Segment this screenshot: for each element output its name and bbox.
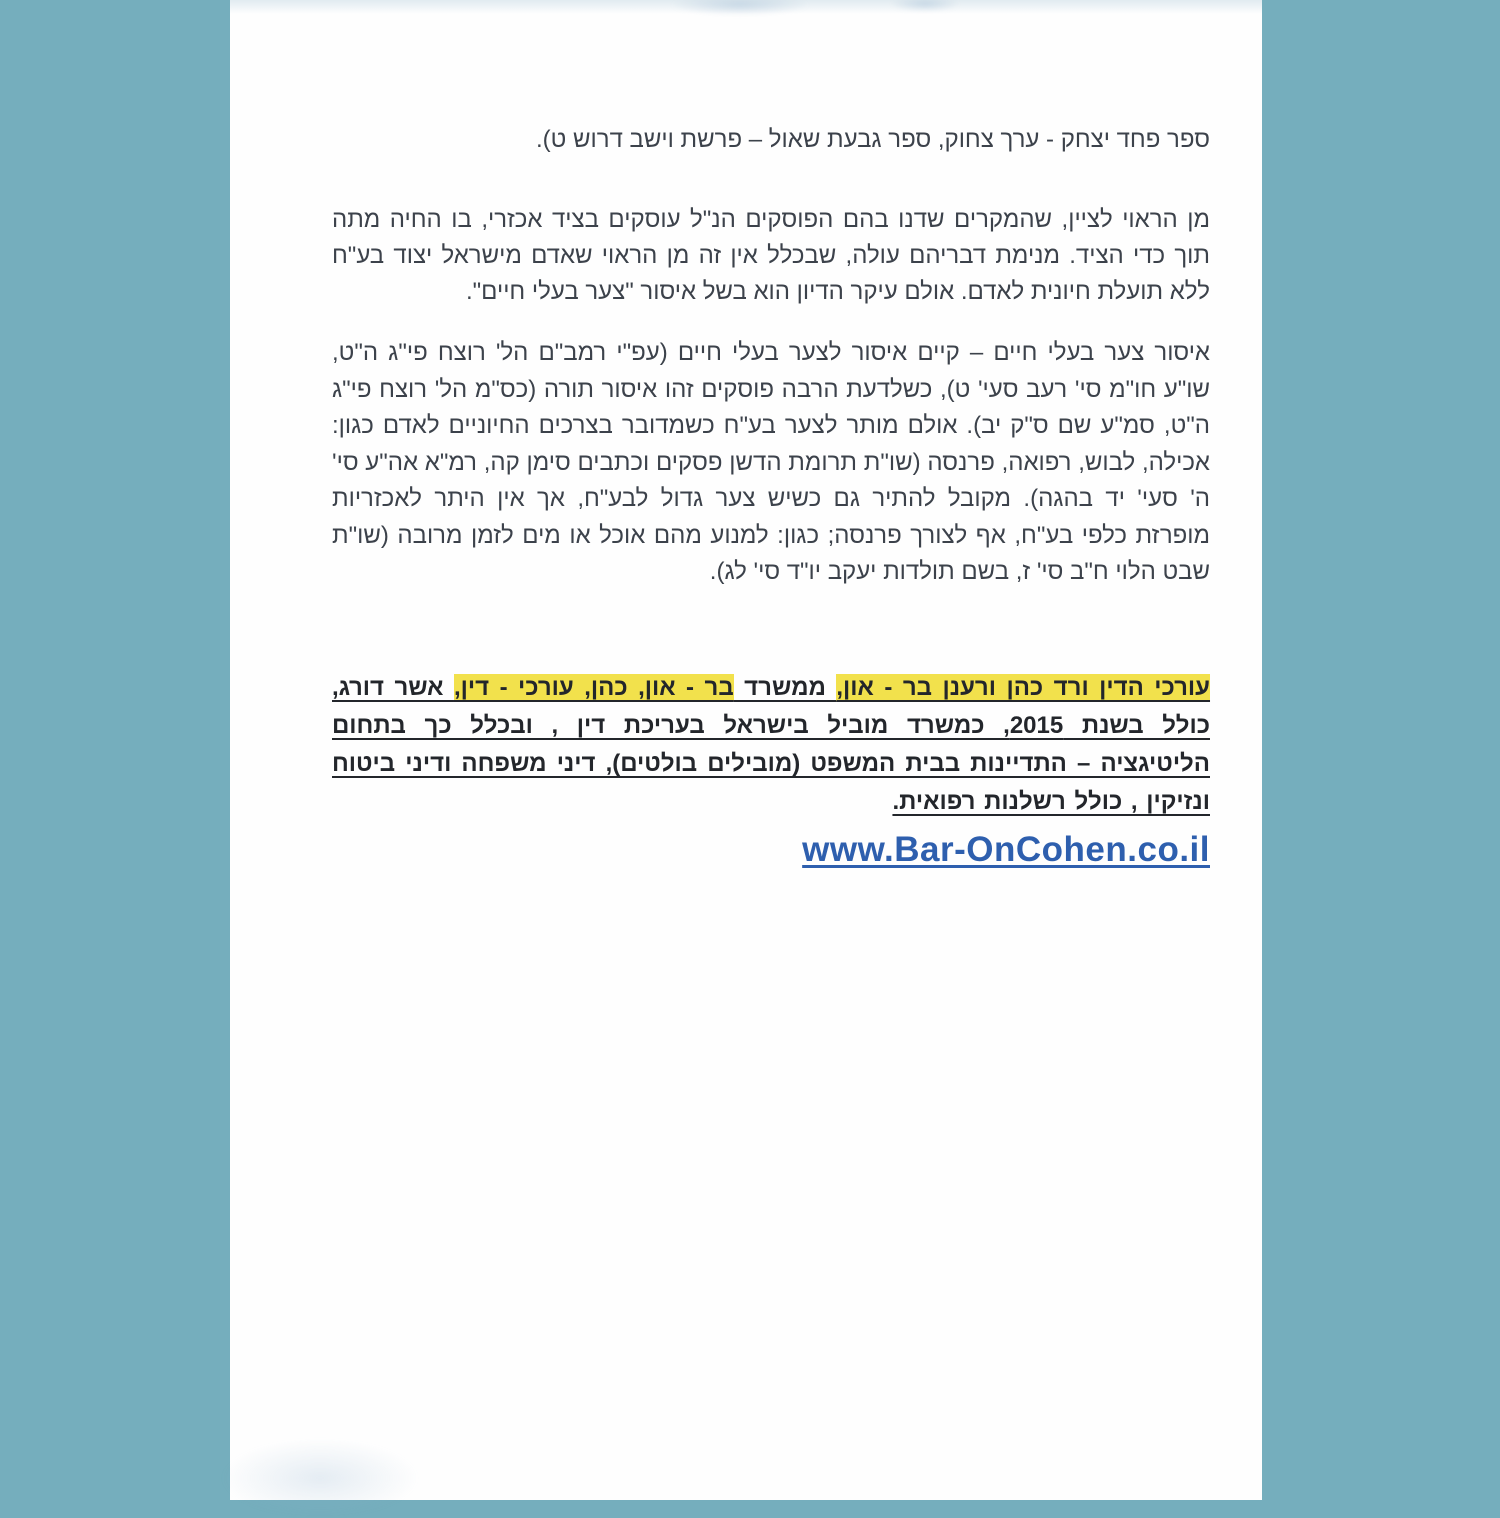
source-citation-line: ספר פחד יצחק - ערך צחוק, ספר גבעת שאול – פרשת וישב דרוש ט). bbox=[536, 126, 1210, 153]
highlighted-firm-name: בר - און, כהן, עורכי - דין, bbox=[453, 673, 734, 701]
website-link-line bbox=[332, 827, 1210, 877]
note-paragraph: מן הראוי לציין, שהמקרים שדנו בהם הפוסקים הנ"ל עוסקים בציד אכזרי, בו החיה מתה תוך כדי הציד. מנימת דבריהם עולה, שבכלל אין זה מן הראוי שאדם מישראל יצוד בע"ח ללא תועלת חיונית לאדם. אולם עיקר הדיון הוא בשל איסור "צער בעלי חיים". bbox=[332, 206, 1210, 305]
document-page bbox=[230, 0, 1262, 1500]
website-link[interactable]: www.Bar-OnCohen.co.il bbox=[802, 829, 1210, 869]
document-text-block bbox=[332, 122, 1210, 877]
credit-text: אשר דורג, כולל בשנת 2015, כמשרד מוביל בישראל בעריכת דין , ובכלל כך בתחום הליטיגציה – התדיינות בבית המשפט (מובילים בולטים), דיני משפחה ודיני ביטוח ונזיקין , כולל רשלנות רפואית. bbox=[332, 673, 1210, 815]
credit-text: ממשרד bbox=[733, 673, 837, 701]
lawyers-credit-paragraph bbox=[332, 669, 1210, 821]
scan-artifact-smudge bbox=[220, 1438, 420, 1518]
issur-tzaar-baalei-chaim-paragraph: איסור צער בעלי חיים – קיים איסור לצער בעלי חיים (עפ"י רמב"ם הל' רוצח פי"ג ה"ט, שו"ע חו"מ סי' רעב סעי' ט), כשלדעת הרבה פוסקים זהו איסור תורה (כס"מ הל' רוצח פי"ג ה"ט, סמ"ע שם ס"ק יב). אולם מותר לצער בע"ח כשמדובר בצרכים החיוניים לאדם כגון: אכילה, לבוש, רפואה, פרנסה (שו"ת תרומת הדשן פסקים וכתבים סימן קה, רמ"א אה"ע סי' ה' סעי' יד בהגה). מקובל להתיר גם כשיש צער גדול לבע"ח, אך אין היתר לאכזריות מופרזת כלפי בע"ח, אף לצורך פרנסה; כגון: למנוע מהם אוכל או מים לזמן מרובה (שו"ת שבט הלוי ח"ב סי' ז, בשם תולדות יעקב יו"ד סי' לג). bbox=[332, 339, 1210, 585]
highlighted-lawyers-names: עורכי הדין ורד כהן ורענן בר - און, bbox=[836, 673, 1211, 701]
